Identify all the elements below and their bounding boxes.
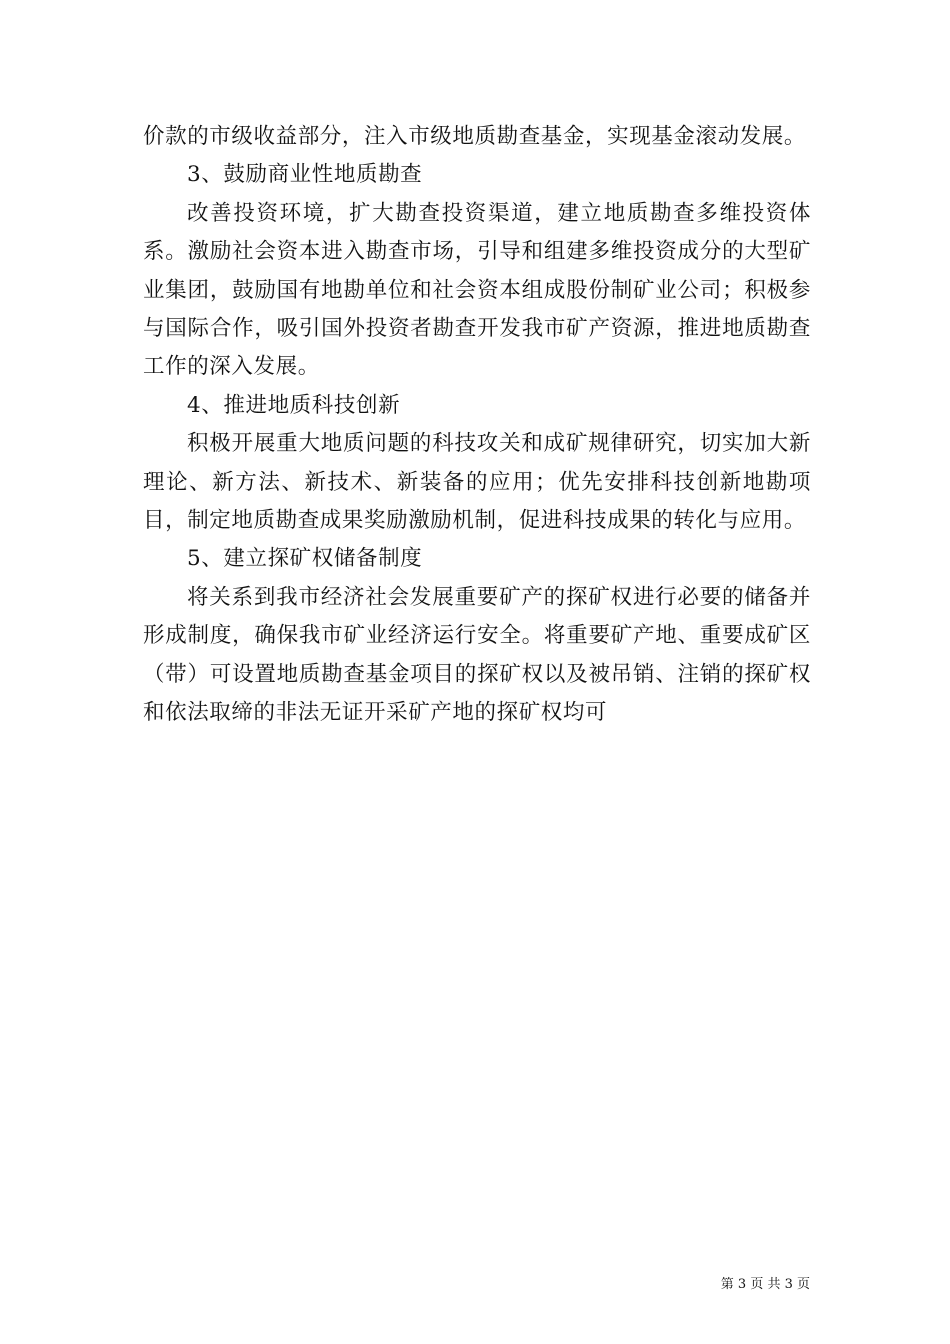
section-heading-5: 5、建立探矿权储备制度 [187, 546, 423, 572]
paragraph-tech-innovation: 积极开展重大地质问题的科技攻关和成矿规律研究，切实加大新理论、新方法、新技术、新装备的应用；优先安排科技创新地勘项目，制定地质勘查成果奖励激励机制，促进科技成果的转化与应用。 [143, 431, 811, 534]
document-body [143, 118, 811, 733]
paragraph-continuation: 价款的市级收益部分，注入市级地质勘查基金，实现基金滚动发展。 [143, 124, 807, 149]
section-heading-3: 3、鼓励商业性地质勘查 [187, 162, 423, 188]
section-heading-4: 4、推进地质科技创新 [187, 392, 401, 418]
paragraph-commercial-exploration: 改善投资环境，扩大勘查投资渠道，建立地质勘查多维投资体系。激励社会资本进入勘查市场，引导和组建多维投资成分的大型矿业集团，鼓励国有地勘单位和社会资本组成股份制矿业公司；积极参与国际合作，吸引国外投资者勘查开发我市矿产资源，推进地质勘查工作的深入发展。 [143, 200, 811, 380]
paragraph-exploration-rights-reserve: 将关系到我市经济社会发展重要矿产的探矿权进行必要的储备并形成制度，确保我市矿业经济运行安全。将重要矿产地、重要成矿区（带）可设置地质勘查基金项目的探矿权以及被吊销、注销的探矿权和依法取缔的非法无证开采矿产地的探矿权均可 [143, 584, 811, 726]
page-number-footer: 第 3 页 共 3 页 [720, 1277, 810, 1292]
